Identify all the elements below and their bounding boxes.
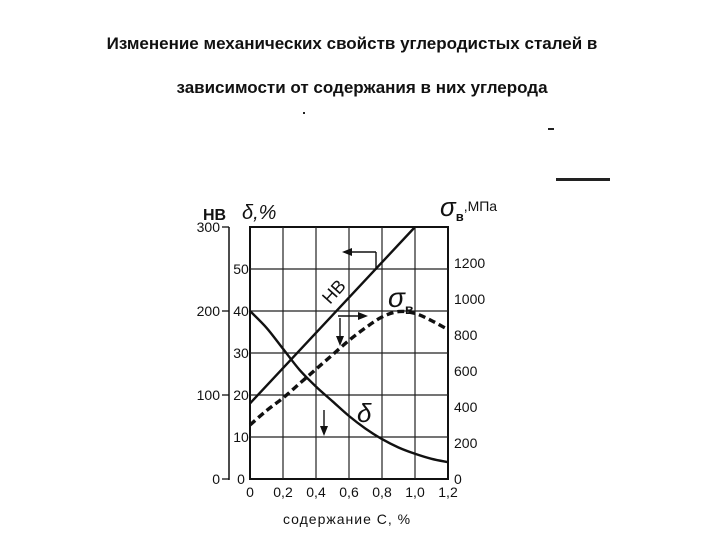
series-label-sigma-subscript: в [404, 301, 414, 317]
x-axis-title: содержание С, % [283, 511, 412, 527]
sigma-tick-label: 0 [454, 471, 462, 487]
delta-arrow-head [320, 426, 328, 436]
delta-tick-label: 50 [233, 261, 249, 277]
slide-title-line-1: Изменение механических свойств углеродистых сталей в [106, 34, 598, 53]
sigma-arrow-head [358, 312, 368, 320]
hb-tick-label: 300 [196, 219, 220, 235]
slide-title-line-2: зависимости от содержания в них углерода [176, 78, 548, 97]
x-tick-label: 0,8 [372, 484, 392, 500]
sigma-axis-symbol: σ [440, 192, 456, 222]
sigma-tick-label: 800 [454, 327, 478, 343]
sigma-tick-label: 600 [454, 363, 478, 379]
x-tick-label: 0 [246, 484, 254, 500]
sigma-axis-unit: ,МПа [463, 198, 498, 214]
sigma-tick-label: 200 [454, 435, 478, 451]
sigma-axis-subscript: в [455, 209, 464, 224]
x-tick-label: 1,0 [405, 484, 425, 500]
delta-tick-label: 0 [237, 471, 245, 487]
hb-tick-label: 200 [196, 303, 220, 319]
hb-tick-label: 100 [196, 387, 220, 403]
hb-tick-label: 0 [212, 471, 220, 487]
delta-tick-label: 10 [233, 429, 249, 445]
hb-axis-label: НВ [203, 207, 227, 224]
sigma-axis-label [440, 192, 497, 224]
sigma-tick-label: 400 [454, 399, 478, 415]
x-tick-label: 0,6 [339, 484, 359, 500]
series-label-delta: δ [357, 398, 372, 428]
series-label-sigma [388, 282, 414, 317]
grid-lines [250, 227, 448, 479]
x-tick-label: 0,4 [306, 484, 326, 500]
x-tick-label: 0,2 [273, 484, 293, 500]
delta-tick-label: 20 [233, 387, 249, 403]
series-label-sigma-symbol: σ [388, 282, 405, 313]
series-label-hb: НВ [318, 275, 350, 308]
x-tick-label: 1,2 [438, 484, 458, 500]
sigma-tick-label: 1000 [454, 291, 486, 307]
delta-axis-label: δ,% [242, 202, 277, 224]
delta-tick-label: 30 [233, 345, 249, 361]
delta-tick-label: 40 [233, 303, 249, 319]
sigma-tick-label: 1200 [454, 255, 486, 271]
hb-arrow-head [342, 248, 352, 256]
